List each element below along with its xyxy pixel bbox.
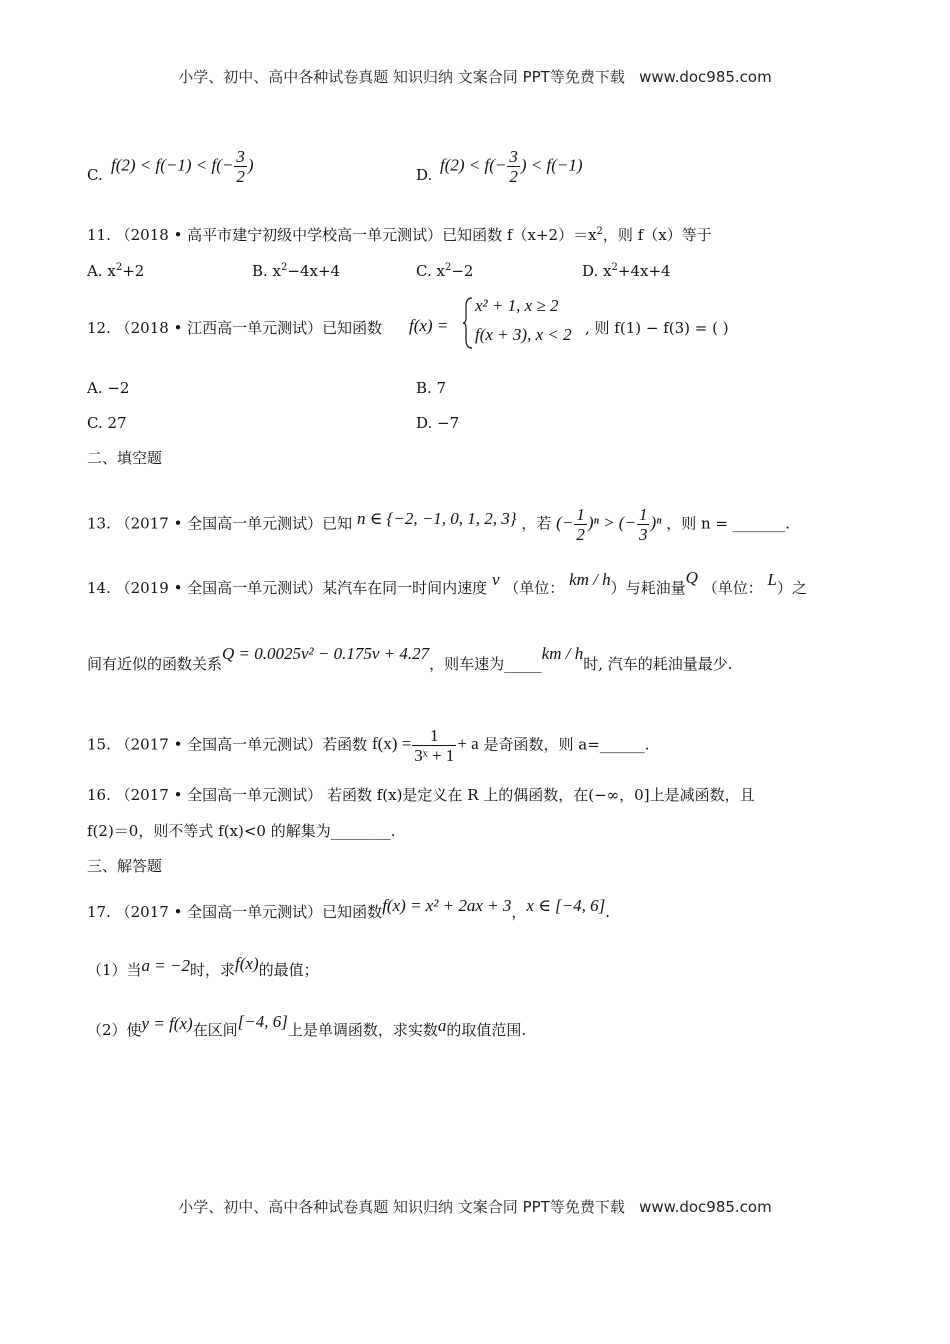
q14-line-2: 间有近似的函数关系Q = 0.0025v² − 0.175v + 4.27，则车速为_____km / h时, 汽车的耗油量最少.	[87, 644, 733, 673]
q10-c-fraction: $\frac{3}{2}$	[236, 147, 245, 186]
q15	[87, 726, 650, 765]
q17-part-2: （2）使y = f(x)在区间[−4, 6]上是单调函数，求实数a的取值范围.	[87, 1012, 527, 1039]
q17-p1-condition: a = −2	[141, 956, 190, 975]
q10-c-label: C.	[87, 166, 103, 184]
q13	[87, 505, 790, 549]
q11-option-d: D. $x^2+4x+4$	[582, 262, 671, 280]
q13-ruo: ，若	[521, 514, 552, 533]
q12-stem: 12. （2018 • 江西高一单元测试）已知函数	[87, 319, 383, 337]
section-answer-title: 三、解答题	[87, 857, 163, 875]
q12-option-c: C. 27	[87, 414, 127, 432]
q15-stem: 15. （2017 • 全国高一单元测试）若函数	[87, 735, 368, 754]
q12-fx: f(x) =	[409, 316, 449, 335]
q10-d-expr: f(2) < f(−	[440, 155, 507, 175]
q11-option-b: B. $x^2-4x+4$	[252, 262, 341, 280]
q12-option-d: D. −7	[416, 414, 460, 432]
q11-option-c: C. $x^2-2$	[416, 262, 474, 280]
q15-formula: f(x) = $\frac{1}{\text{3ˣ + 1}}$ + a	[371, 726, 479, 765]
q12-case-1: x² + 1, x ≥ 2	[475, 296, 559, 315]
footer-text: 小学、初中、高中各种试卷真题 知识归纳 文案合同 PPT等免费下载	[178, 1198, 625, 1216]
q14-Q: Q	[685, 568, 698, 587]
q17-p1-fx: f(x)	[235, 954, 259, 973]
header-text: 小学、初中、高中各种试卷真题 知识归纳 文案合同 PPT等免费下载	[178, 68, 625, 86]
q14-L: L	[767, 570, 777, 589]
q12-left-brace	[462, 296, 474, 350]
q17-formula: f(x) = x² + 2ax + 3	[382, 896, 512, 915]
q17-domain: x ∈ [−4, 6]	[526, 896, 606, 915]
q13-set: n ∈ {−2, −1, 0, 1, 2, 3}	[356, 509, 517, 529]
q13-inequality: (− $\frac{1}{2}$ )ⁿ > (− $\frac{1}{3}$ )ⁿ	[556, 505, 662, 544]
q14-unit-2: km / h	[541, 644, 584, 663]
page-header	[0, 66, 950, 87]
q17-p2-fx: y = f(x)	[141, 1014, 193, 1033]
q17-p2-interval: [−4, 6]	[237, 1012, 288, 1031]
q12-case-2: f(x + 3), x < 2	[475, 325, 572, 344]
q15-tail: 是奇函数，则 a=______.	[483, 735, 650, 754]
q17-p2-a: a	[437, 1016, 447, 1035]
q10-d-label: D.	[416, 166, 433, 184]
page-footer	[0, 1196, 950, 1217]
q13-stem: 13. （2017 • 全国高一单元测试）已知	[87, 514, 353, 533]
q14-v: v	[491, 570, 500, 589]
q10-d-tail: ) < f(−1)	[520, 155, 583, 175]
q17-part-1: （1）当a = −2时，求f(x)的最值；	[87, 954, 319, 979]
q16-line-2: f(2)＝0，则不等式 f(x)<0 的解集为________.	[87, 822, 396, 840]
q16-line-1: 16. （2017 • 全国高一单元测试） 若函数 f(x)是定义在 R 上的偶函数，在(−∞，0]上是减函数，且	[87, 786, 755, 804]
q14-line-1: 14. （2019 • 全国高一单元测试）某汽车在同一时间内速度 v （单位： km / h）与耗油量Q （单位： L）之	[87, 568, 807, 597]
q10-c-expr: (2) < f(−1) < f(−	[115, 155, 234, 175]
q14-unit-1: km / h	[569, 570, 611, 589]
q14-formula: Q = 0.0025v² − 0.175v + 4.27	[222, 644, 430, 663]
q10-d-fraction: $\frac{3}{2}$	[509, 147, 518, 186]
section-fill-in-title: 二、填空题	[87, 449, 163, 467]
q17-stem: 17. （2017 • 全国高一单元测试）已知函数f(x) = x² + 2ax + 3，x ∈ [−4, 6].	[87, 896, 611, 921]
q12-option-b: B. 7	[416, 379, 447, 397]
q12-tail: , 则 f(1) − f(3) = ( )	[585, 319, 729, 337]
q11-stem: 11. （2018 • 高平市建宁初级中学校高一单元测试）已知函数 $f(x+2)=x^2$，则 f（x）等于	[87, 226, 712, 244]
q10-c-close: )	[247, 155, 254, 175]
q13-tail: ，则 n = _______.	[666, 514, 791, 533]
q10-c-f: f	[111, 155, 116, 175]
q11-option-a: A. $x^2+2$	[87, 262, 145, 280]
q12-option-a: A. −2	[87, 379, 130, 397]
header-site-link[interactable]: www.doc985.com	[639, 68, 772, 86]
footer-site-link[interactable]: www.doc985.com	[639, 1198, 772, 1216]
